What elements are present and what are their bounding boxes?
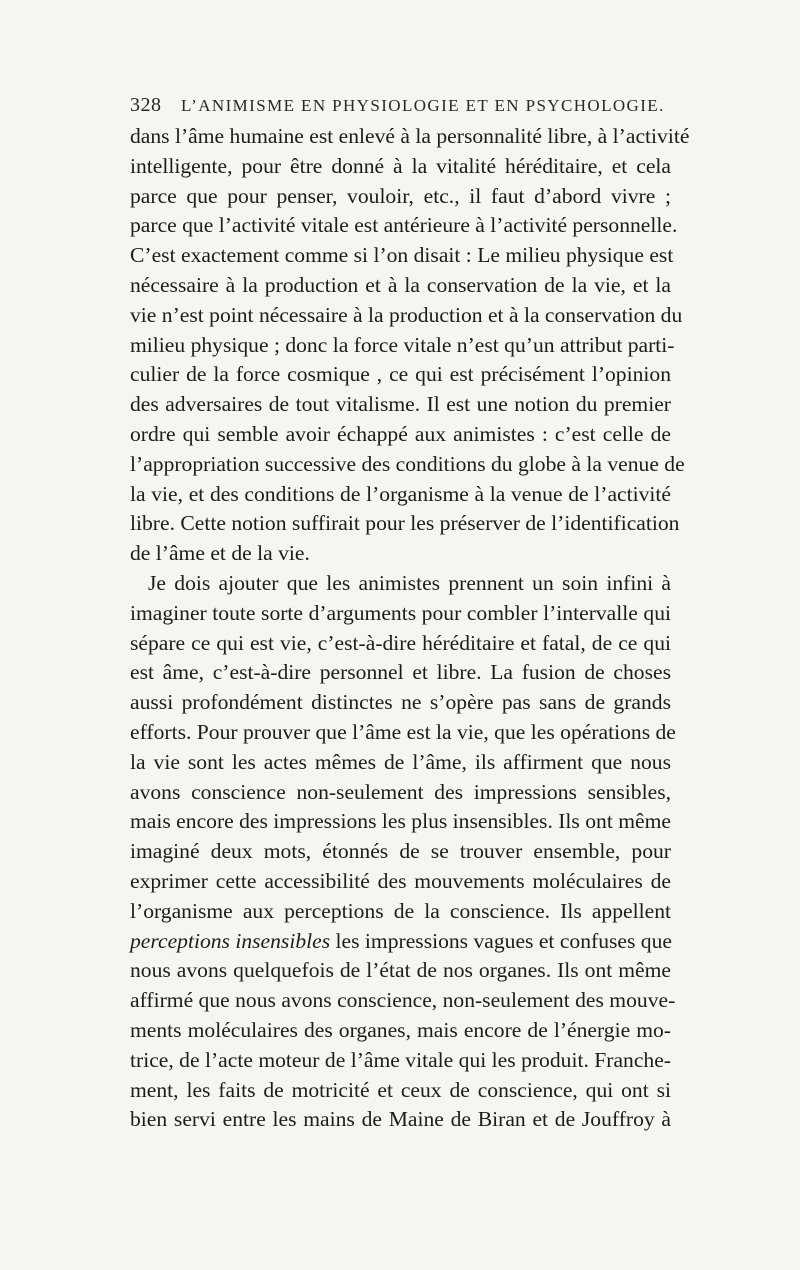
text-line: l’organisme aux perceptions de la conscience. Ils appellent	[130, 898, 671, 923]
text-line: sépare ce qui est vie, c’est-à-dire héréditaire et fatal, de ce qui	[130, 630, 671, 655]
text-line: la vie sont les actes mêmes de l’âme, ils affirment que nous	[130, 749, 671, 774]
running-head	[130, 94, 665, 117]
text-line: nous avons quelquefois de l’état de nos organes. Ils ont même	[130, 958, 671, 983]
text-line: imaginé deux mots, étonnés de se trouver ensemble, pour	[130, 839, 671, 864]
body-text	[130, 122, 690, 1135]
paragraph-end-line: de l’âme et de la vie.	[130, 541, 310, 566]
text-line: exprimer cette accessibilité des mouvements moléculaires de	[130, 868, 671, 893]
text-line: affirmé que nous avons conscience, non-seulement des mouve-	[130, 988, 676, 1013]
text-line: parce que pour penser, vouloir, etc., il faut d’abord vivre ;	[130, 183, 671, 208]
text-line: avons conscience non-seulement des impressions sensibles,	[130, 779, 671, 804]
text-line: des adversaires de tout vitalisme. Il est une notion du premier	[130, 392, 671, 417]
text-line: ordre qui semble avoir échappé aux animistes : c’est celle de	[130, 421, 671, 446]
page-number: 328	[130, 94, 162, 116]
text-line: dans l’âme humaine est enlevé à la personnalité libre, à l’activité	[130, 124, 690, 148]
text-line: bien servi entre les mains de Maine de Biran et de Jouffroy à	[130, 1107, 671, 1132]
text-line: est âme, c’est-à-dire personnel et libre. La fusion de choses	[130, 660, 671, 685]
text-line: ments moléculaires des organes, mais encore de l’énergie mo-	[130, 1017, 671, 1042]
text-line: culier de la force cosmique , ce qui est précisément l’opinion	[130, 362, 671, 387]
text-line: mais encore des impressions les plus insensibles. Ils ont même	[130, 809, 671, 834]
text-line: l’appropriation successive des conditions du globe à la venue de	[130, 451, 685, 476]
text-line: vie n’est point nécessaire à la production et à la conservation du	[130, 302, 683, 327]
text-line: parce que l’activité vitale est antérieure à l’activité personnelle.	[130, 213, 678, 238]
text-line: C’est exactement comme si l’on disait : Le milieu physique est	[130, 243, 674, 268]
paragraph-start-line: Je dois ajouter que les animistes prennent un soin infini à	[148, 570, 671, 595]
text-line: efforts. Pour prouver que l’âme est la vie, que les opérations de	[130, 719, 676, 744]
text-line: trice, de l’acte moteur de l’âme vitale qui les produit. Franche-	[130, 1047, 671, 1072]
text-line: ment, les faits de motricité et ceux de conscience, qui ont si	[130, 1077, 671, 1102]
text-line: la vie, et des conditions de l’organisme à la venue de l’activité	[130, 481, 671, 506]
italic-term: perceptions insensibles	[130, 928, 331, 953]
text-line: imaginer toute sorte d’arguments pour combler l’intervalle qui	[130, 600, 671, 625]
text-line-with-italic	[130, 927, 671, 957]
running-title: L’ANIMISME EN PHYSIOLOGIE ET EN PSYCHOLOGIE.	[180, 96, 665, 115]
text-line: intelligente, pour être donné à la vitalité héréditaire, et cela	[130, 153, 671, 178]
text-line-rest: les impressions vagues et confuses que	[335, 928, 672, 953]
text-line: libre. Cette notion suffirait pour les préserver de l’identification	[130, 511, 680, 536]
text-line: aussi profondément distinctes ne s’opère pas sans de grands	[130, 690, 671, 715]
text-line: nécessaire à la production et à la conservation de la vie, et la	[130, 272, 671, 297]
text-line: milieu physique ; donc la force vitale n’est qu’un attribut parti-	[130, 332, 675, 357]
